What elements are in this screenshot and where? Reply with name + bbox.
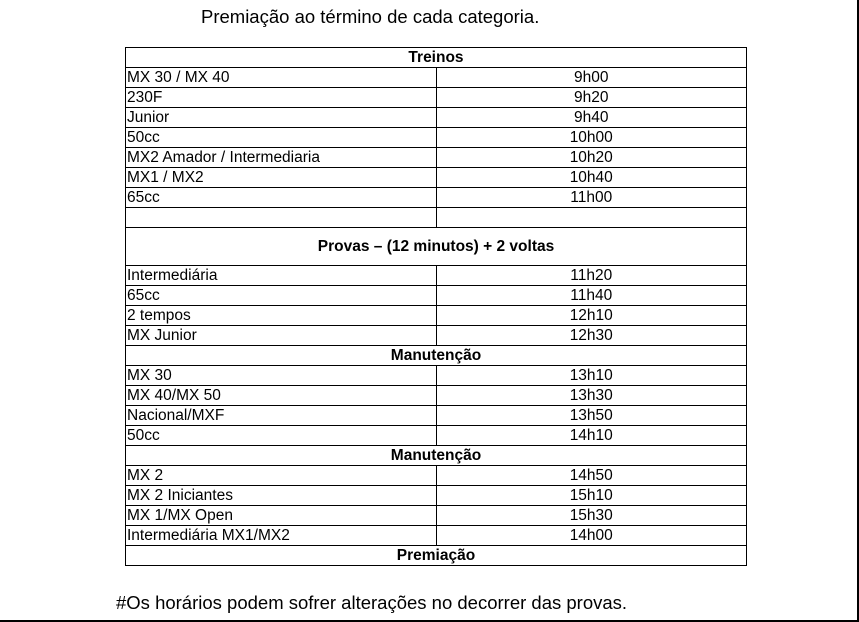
category-cell: MX1 / MX2 bbox=[126, 168, 437, 188]
table-row bbox=[126, 366, 747, 386]
category-cell: MX Junior bbox=[126, 326, 437, 346]
empty-cell bbox=[436, 208, 747, 228]
category-cell: MX 30 bbox=[126, 366, 437, 386]
time-cell: 10h00 bbox=[436, 128, 747, 148]
table-row bbox=[126, 306, 747, 326]
category-cell: 50cc bbox=[126, 128, 437, 148]
category-cell: 50cc bbox=[126, 426, 437, 446]
category-cell: MX 1/MX Open bbox=[126, 506, 437, 526]
category-cell: Intermediária MX1/MX2 bbox=[126, 526, 437, 546]
category-cell: 65cc bbox=[126, 286, 437, 306]
section-header-row bbox=[126, 228, 747, 266]
time-cell: 13h10 bbox=[436, 366, 747, 386]
table-row bbox=[126, 426, 747, 446]
table-row bbox=[126, 88, 747, 108]
table-row bbox=[126, 466, 747, 486]
table-row bbox=[126, 506, 747, 526]
category-cell: MX 30 / MX 40 bbox=[126, 68, 437, 88]
award-label: Premiação bbox=[126, 546, 747, 566]
time-cell: 10h20 bbox=[436, 148, 747, 168]
table-row bbox=[126, 326, 747, 346]
time-cell: 10h40 bbox=[436, 168, 747, 188]
time-cell: 11h40 bbox=[436, 286, 747, 306]
table-row bbox=[126, 148, 747, 168]
table-row bbox=[126, 486, 747, 506]
time-cell: 12h10 bbox=[436, 306, 747, 326]
section-title-provas: Provas – (12 minutos) + 2 voltas bbox=[126, 228, 747, 266]
time-cell: 15h10 bbox=[436, 486, 747, 506]
schedule-footnote: #Os horários podem sofrer alterações no decorrer das provas. bbox=[116, 592, 628, 613]
award-row bbox=[126, 546, 747, 566]
table-row bbox=[126, 406, 747, 426]
time-cell: 13h50 bbox=[436, 406, 747, 426]
category-cell: Junior bbox=[126, 108, 437, 128]
empty-row bbox=[126, 208, 747, 228]
category-cell: MX 2 bbox=[126, 466, 437, 486]
category-cell: 230F bbox=[126, 88, 437, 108]
time-cell: 9h40 bbox=[436, 108, 747, 128]
time-cell: 11h00 bbox=[436, 188, 747, 208]
table-row bbox=[126, 168, 747, 188]
table-row bbox=[126, 286, 747, 306]
section-title-treinos: Treinos bbox=[126, 48, 747, 68]
category-cell: 65cc bbox=[126, 188, 437, 208]
time-cell: 12h30 bbox=[436, 326, 747, 346]
time-cell: 14h00 bbox=[436, 526, 747, 546]
maintenance-label: Manutenção bbox=[126, 346, 747, 366]
maintenance-row bbox=[126, 346, 747, 366]
table-row bbox=[126, 526, 747, 546]
time-cell: 9h00 bbox=[436, 68, 747, 88]
table-row bbox=[126, 386, 747, 406]
schedule-table bbox=[125, 47, 747, 566]
maintenance-label: Manutenção bbox=[126, 446, 747, 466]
time-cell: 13h30 bbox=[436, 386, 747, 406]
time-cell: 14h10 bbox=[436, 426, 747, 446]
page-heading: Premiação ao término de cada categoria. bbox=[201, 6, 540, 27]
category-cell: Intermediária bbox=[126, 266, 437, 286]
time-cell: 11h20 bbox=[436, 266, 747, 286]
time-cell: 14h50 bbox=[436, 466, 747, 486]
table-row bbox=[126, 188, 747, 208]
category-cell: MX 40/MX 50 bbox=[126, 386, 437, 406]
section-header-row bbox=[126, 48, 747, 68]
category-cell: MX2 Amador / Intermediaria bbox=[126, 148, 437, 168]
category-cell: MX 2 Iniciantes bbox=[126, 486, 437, 506]
table-row bbox=[126, 108, 747, 128]
category-cell: 2 tempos bbox=[126, 306, 437, 326]
table-row bbox=[126, 266, 747, 286]
table-row bbox=[126, 128, 747, 148]
time-cell: 15h30 bbox=[436, 506, 747, 526]
empty-cell bbox=[126, 208, 437, 228]
table-row bbox=[126, 68, 747, 88]
category-cell: Nacional/MXF bbox=[126, 406, 437, 426]
time-cell: 9h20 bbox=[436, 88, 747, 108]
maintenance-row bbox=[126, 446, 747, 466]
